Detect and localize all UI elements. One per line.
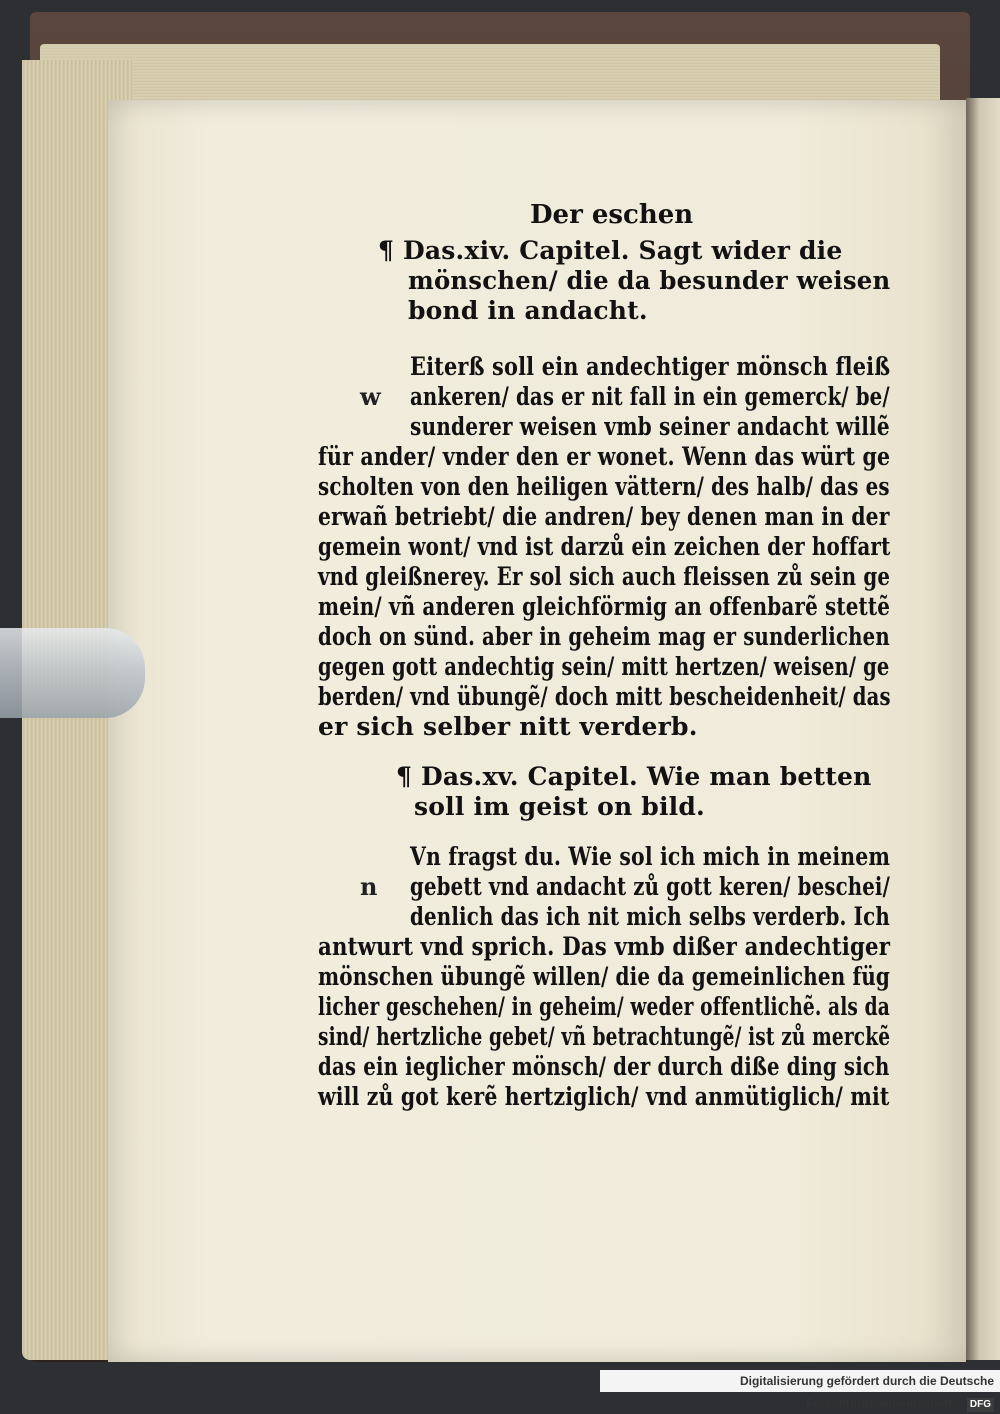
chapter-15-body-line: antwurt vnd sprich. Das vmb dißer andechtiger <box>318 932 891 961</box>
footer-text: Digitalisierung gefördert durch die Deutsche Forschungsgemeinschaft <box>739 1374 994 1410</box>
chapter-14-body-line: für ander/ vnder den er wonet. Wenn das würt ge <box>318 442 891 471</box>
chapter-14-body-line: gegen gott andechtig sein/ mitt hertzen/ weisen/ ge <box>318 652 890 681</box>
chapter-15-body-line: licher geschehen/ in geheim/ weder offentlichẽ. als da <box>318 992 890 1021</box>
chapter-14-body-line: vnd gleißnerey. Er sol sich auch fleissen zů sein ge <box>318 562 891 591</box>
chapter-14-body-line: sunderer weisen vmb seiner andacht willẽ <box>410 412 890 441</box>
chapter-15-body-line: gebett vnd andacht zů gott keren/ beschei/ <box>410 872 890 901</box>
chapter-14-heading-line: ¶ Das.xiv. Capitel. Sagt wider die <box>378 236 843 265</box>
chapter-15-initial: n <box>360 872 378 901</box>
chapter-15-body-line: will zů got kerẽ hertziglich/ vnd anmütiglich/ mit <box>318 1082 890 1111</box>
running-head: Der eschen <box>530 200 694 230</box>
chapter-15-heading-line: ¶ Das.xv. Capitel. Wie man betten <box>396 762 872 791</box>
chapter-14-body-line: Eiterß soll ein andechtiger mönsch fleiß <box>410 352 891 381</box>
chapter-14-body-line: gemein wont/ vnd ist darzů ein zeichen der hoffart <box>318 532 891 561</box>
chapter-14-body-line: er sich selber nitt verderb. <box>318 712 698 741</box>
chapter-15-body-line: das ein ieglicher mönsch/ der durch diße ding sich <box>318 1052 890 1081</box>
chapter-15-body-line: sind/ hertzliche gebet/ vñ betrachtungẽ/ ist zů merckẽ <box>318 1022 891 1051</box>
chapter-14-body-line: erwañ betriebt/ die andren/ bey denen man in der <box>318 502 890 531</box>
chapter-14-heading-line: mönschen/ die da besunder weisen <box>408 266 891 295</box>
chapter-14-heading-line: bond in andacht. <box>408 296 648 325</box>
dfg-logo: DFG <box>967 1398 994 1412</box>
chapter-15-body-line: mönschen übungẽ willen/ die da gemeinlichen füg <box>318 962 891 991</box>
chapter-15-body-line: Vn fragst du. Wie sol ich mich in meinem <box>410 842 891 871</box>
chapter-14-body-line: mein/ vñ anderen gleichförmig an offenbarẽ stettẽ <box>318 592 891 621</box>
chapter-14-body-line: ankeren/ das er nit fall in ein gemerck/ be/ <box>410 382 890 411</box>
footer-credit <box>600 1370 1000 1410</box>
chapter-15-body-line: denlich das ich nit mich selbs verderb. Ich <box>410 902 890 931</box>
chapter-14-initial: w <box>360 382 381 411</box>
chapter-14-body-line: doch on sünd. aber in geheim mag er sunderlichen <box>318 622 890 651</box>
chapter-14-body-line: scholten von den heiligen vättern/ des halb/ das es <box>318 472 890 501</box>
chapter-14-body-line: berden/ vnd übungẽ/ doch mitt bescheidenheit/ das <box>318 682 891 711</box>
chapter-15-heading-line: soll im geist on bild. <box>414 792 705 821</box>
footer-separator: · <box>955 1396 960 1410</box>
